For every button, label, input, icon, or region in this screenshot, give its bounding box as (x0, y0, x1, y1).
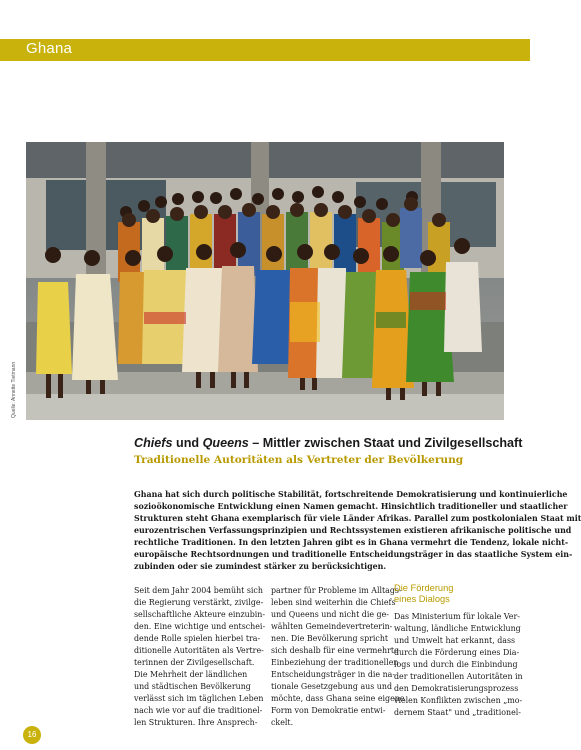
headline-und: und (172, 436, 203, 450)
body-line: sich deshalb für eine vermehrte (271, 646, 399, 655)
body-line: die Regierung verstärkt, zivilge- (134, 598, 264, 607)
lead-line: europäische Rechtsordnungen und traditionelle Entscheidungsträger in das staatliche System ein- (134, 550, 573, 559)
article-subheadline: Traditionelle Autoritäten als Vertreter der Bevölkerung (134, 454, 464, 466)
body-line: nen. Die Bevölkerung spricht (271, 634, 389, 643)
body-line: logs und durch die Einbindung (394, 660, 518, 669)
body-line: waltung, ländliche Entwicklung (394, 624, 521, 633)
section-header-band (0, 39, 530, 61)
body-line: sellschaftliche Akteure einzubin- (134, 610, 266, 619)
body-line: der traditionellen Autoritäten in (394, 672, 523, 681)
body-line: vielen Konflikten zwischen „mo- (394, 696, 523, 705)
body-column-3 (394, 611, 523, 719)
lead-line: Strukturen steht Ghana exemplarisch für viele Länder Afrikas. Parallel zum postkolonialen Staat mit (134, 514, 581, 523)
body-line: nach wie vor auf die traditionel- (134, 706, 263, 715)
body-line: und städtischen Bevölkerung (134, 682, 251, 691)
body-line: len Strukturen. Ihre Ansprech- (134, 718, 258, 727)
body-line: Das Ministerium für lokale Ver- (394, 612, 520, 621)
body-line: und Umwelt hat erkannt, dass (394, 636, 516, 645)
body-line: und Queens und nicht die ge- (271, 610, 389, 619)
body-line: Einbeziehung der traditionellen (271, 658, 399, 667)
lead-line: eurozentrischen Verfassungsprinzipien und Rechtssystemen existieren afrikanische politische und (134, 526, 572, 535)
side-heading-line: Die Förderung (394, 583, 454, 593)
lead-line: zubinden oder sie zumindest stärker zu berücksichtigen. (134, 562, 387, 571)
body-line: Entscheidungsträger in die na- (271, 670, 396, 679)
body-line: verlässt sich im täglichen Leben (134, 694, 264, 703)
body-line: ditionelle Autoritäten als Vertre- (134, 646, 264, 655)
lead-paragraph (134, 489, 581, 573)
body-line: dende Rolle spielen hierbei tra- (134, 634, 261, 643)
body-line: den Demokratisierungsprozess (394, 684, 519, 693)
body-line: wählten Gemeindevertreterin- (271, 622, 393, 631)
body-line: leben sind weiterhin die Chiefs (271, 598, 396, 607)
body-line: partner für Probleme im Alltags- (271, 586, 402, 595)
body-line: ckelt. (271, 718, 294, 727)
headline-rest: – Mittler zwischen Staat und Zivilgesellschaft (248, 436, 523, 450)
lead-line: rechtliche Traditionen. In den letzten Jahren gibt es in Ghana vermehrt die Tendenz, lokale nicht- (134, 538, 569, 547)
side-heading (394, 583, 453, 605)
body-line: Die Mehrheit der ländlichen (134, 670, 248, 679)
lead-line: sozioökonomische Entwicklung einen Namen gemacht. Hinsichtlich traditioneller und staatlicher (134, 502, 568, 511)
body-line: Seit dem Jahr 2004 bemüht sich (134, 586, 263, 595)
group-photo (26, 142, 504, 420)
body-line: den. Eine wichtige und entschei- (134, 622, 266, 631)
body-column-1 (134, 585, 265, 729)
article-headline (134, 436, 524, 450)
headline-queens: Queens (202, 436, 249, 450)
body-line: möchte, dass Ghana seine eigene (271, 694, 405, 703)
body-line: durch die Förderung eines Dia- (394, 648, 520, 657)
body-line: tionale Gesetzgebung aus und (271, 682, 393, 691)
photo-credit: Quelle: Annette Tietmann (11, 361, 17, 418)
body-column-2 (271, 585, 405, 729)
body-line: terinnen der Zivilgesellschaft. (134, 658, 255, 667)
section-title: Ghana (26, 40, 73, 57)
headline-chiefs: Chiefs (134, 436, 173, 450)
side-heading-line: eines Dialogs (394, 594, 450, 604)
page-number: 16 (23, 726, 41, 744)
lead-line: Ghana hat sich durch politische Stabilität, fortschreitende Demokratisierung und kontinuierliche (134, 490, 568, 499)
body-line: dernem Staat" und „traditionel- (394, 708, 521, 717)
body-line: Form von Demokratie entwi- (271, 706, 386, 715)
